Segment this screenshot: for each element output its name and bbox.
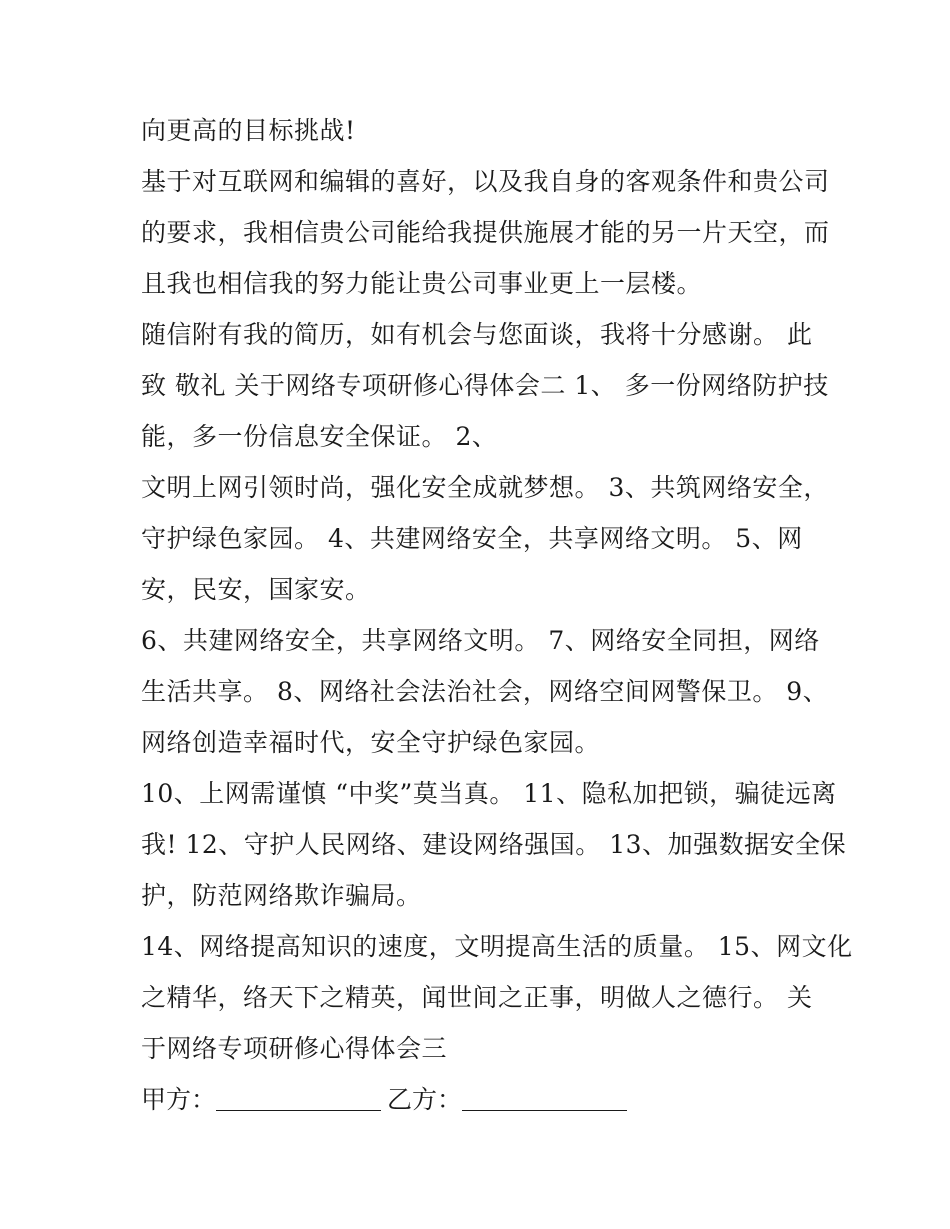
text-line: 之精华，络天下之精英，闻世间之正事，明做人之德行。 关	[141, 983, 813, 1012]
text-line: 随信附有我的简历，如有机会与您面谈，我将十分感谢。 此	[141, 320, 813, 349]
text-line: 10、上网需谨慎 “中奖”莫当真。 11、隐私加把锁，骗徒远离	[141, 779, 837, 808]
text-line: 生活共享。 8、网络社会法治社会，网络空间网警保卫。 9、	[141, 677, 829, 706]
text-line: 护，防范网络欺诈骗局。	[141, 881, 422, 910]
text-line: 守护绿色家园。 4、共建网络安全，共享网络文明。 5、网	[141, 524, 803, 553]
text-line: 我! 12、守护人民网络、建设网络强国。 13、加强数据安全保	[141, 830, 847, 859]
text-line: 且我也相信我的努力能让贵公司事业更上一层楼。	[141, 269, 703, 298]
text-line: 基于对互联网和编辑的喜好，以及我自身的客观条件和贵公司	[141, 167, 830, 196]
party-b-label: 乙方：	[387, 1085, 463, 1114]
text-line: 文明上网引领时尚，强化安全成就梦想。 3、共筑网络安全，	[141, 473, 829, 502]
text-line: 于网络专项研修心得体会三	[141, 1034, 448, 1063]
text-line: 网络创造幸福时代，安全守护绿色家园。	[141, 728, 601, 757]
text-line: 能，多一份信息安全保证。 2、	[141, 422, 498, 451]
text-line: 6、共建网络安全，共享网络文明。 7、网络安全同担，网络	[141, 626, 820, 655]
party-a-blank-line	[216, 1080, 381, 1111]
text-line: 的要求，我相信贵公司能给我提供施展才能的另一片天空，而	[141, 218, 830, 247]
document-body	[141, 105, 853, 1125]
text-line: 向更高的目标挑战!	[141, 116, 356, 145]
text-line: 安，民安，国家安。	[141, 575, 371, 604]
text-line: 14、网络提高知识的速度，文明提高生活的质量。 15、网文化	[141, 932, 853, 961]
text-line: 致 敬礼 关于网络专项研修心得体会二 1、 多一份网络防护技	[141, 371, 829, 400]
party-b-blank-line	[462, 1080, 627, 1111]
signature-row	[141, 1074, 821, 1125]
party-a-label: 甲方：	[141, 1085, 217, 1114]
